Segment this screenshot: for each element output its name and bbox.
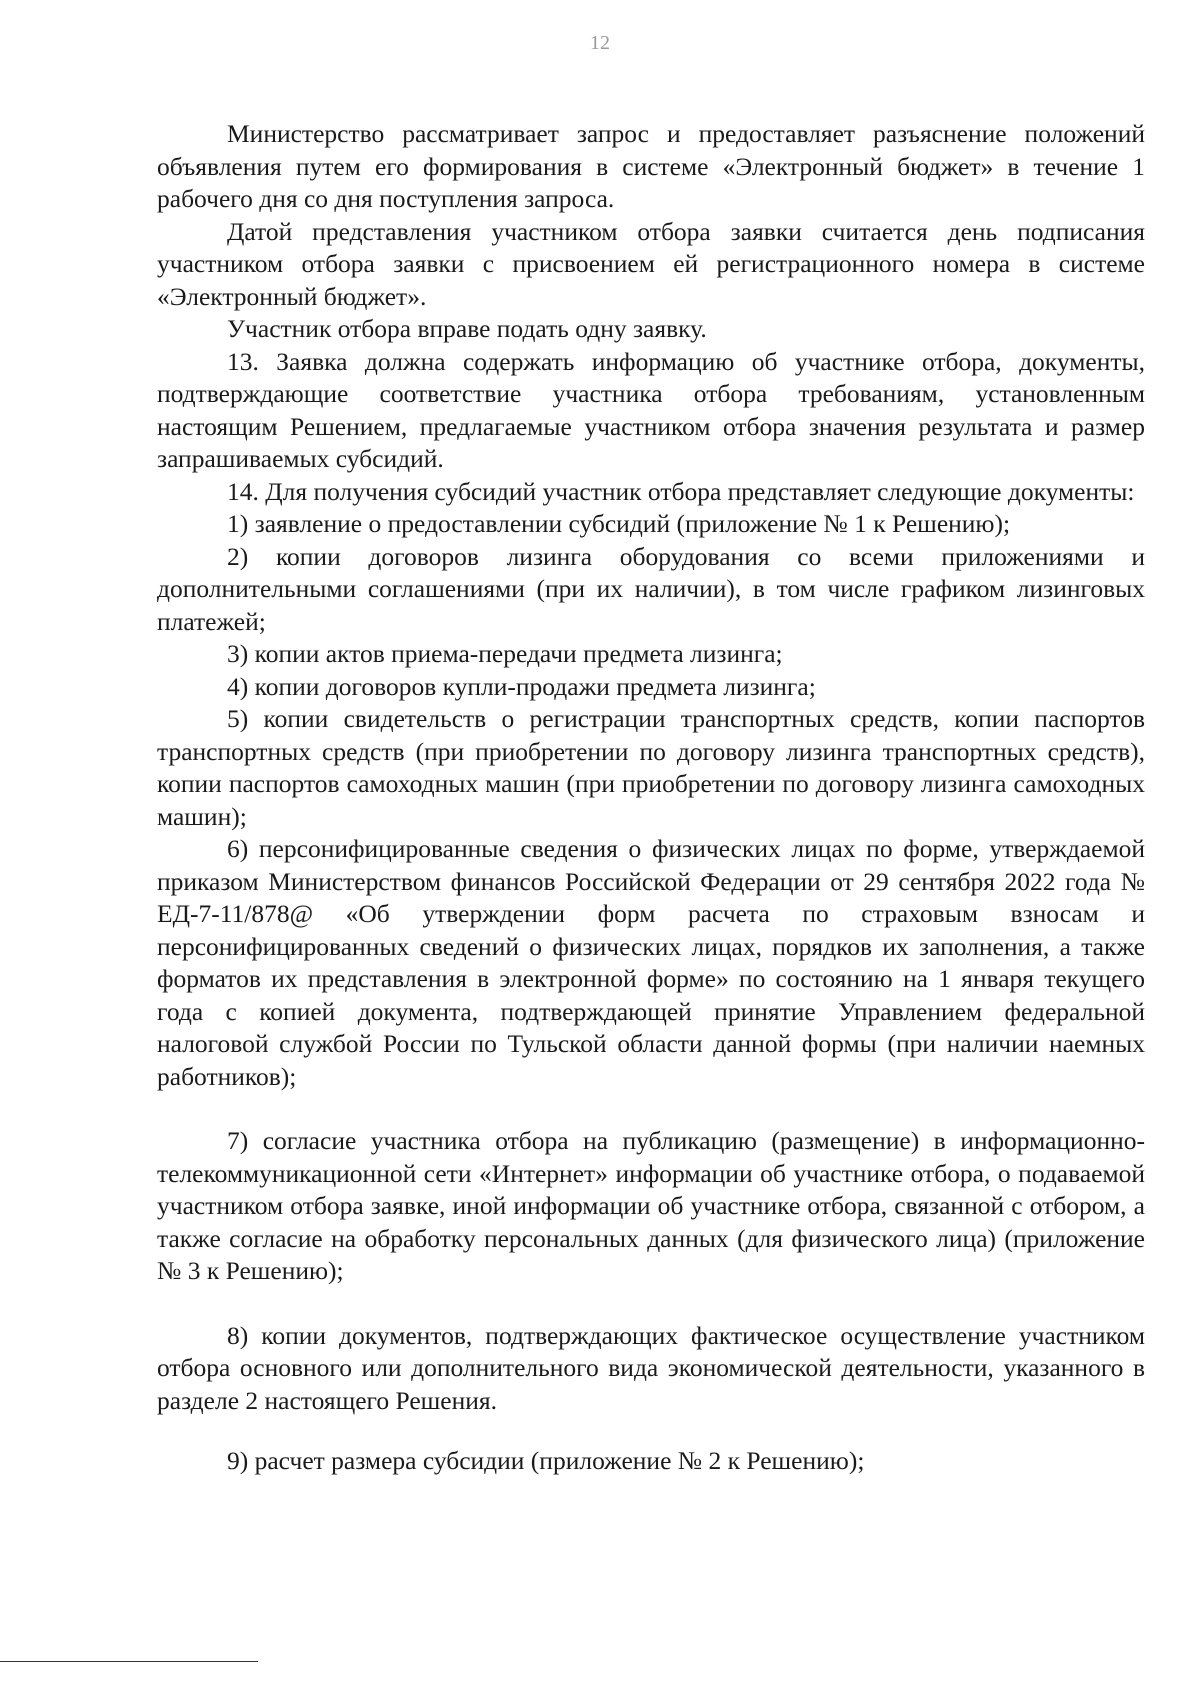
list-item-4: 4) копии договоров купли-продажи предмета лизинга; bbox=[227, 671, 816, 701]
paragraph-submission-date: Датой представления участником отбора заявки считается день подписания участником отбора заявки с присвоением ей регистрационного номера в системе «Электронный бюджет». bbox=[157, 216, 1145, 311]
list-item-2: 2) копии договоров лизинга оборудования со всеми приложениями и дополнительными соглашениями (при их наличии), в том числе графиком лизинговых платежей; bbox=[157, 541, 1145, 636]
list-item-8: 8) копии документов, подтверждающих фактическое осуществление участником отбора основного или дополнительного вида экономической деятельности, указанного в разделе 2 настоящего Решения. bbox=[157, 1320, 1145, 1415]
paragraph-item-14: 14. Для получения субсидий участник отбора представляет следующие документы: bbox=[227, 476, 1135, 506]
list-item-5: 5) копии свидетельств о регистрации транспортных средств, копии паспортов транспортных средств (при приобретении по договору лизинга транспортных средств), копии паспортов самоходных машин (при приобретении по договору лизинга самоходных машин); bbox=[157, 704, 1145, 831]
list-item-9: 9) расчет размера субсидии (приложение № 2 к Решению); bbox=[227, 1446, 865, 1475]
list-item-3: 3) копии актов приема-передачи предмета лизинга; bbox=[227, 639, 783, 668]
list-item-6: 6) персонифицированные сведения о физических лицах по форме, утверждаемой приказом Министерством финансов Российской Федерации от 29 сентября 2022 года № ЕД-7-11/878@ «Об утверждении форм расчета по страховым взносам и персонифицированных сведений о физических лицах, порядков их заполнения, а также форматов их представления в электронной форме» по состоянию на 1 января текущего года с копией документа, подтверждающей принятие Управлением федеральной налоговой службой России по Тульской области данной формы (при наличии наемных работников); bbox=[157, 834, 1145, 1091]
page-number: 12 bbox=[590, 32, 610, 54]
list-item-1: 1) заявление о предоставлении субсидий (приложение № 1 к Решению); bbox=[227, 509, 1011, 538]
footer-rule bbox=[0, 1661, 258, 1662]
list-item-7: 7) согласие участника отбора на публикацию (размещение) в информационно-телекоммуникационной сети «Интернет» информации об участнике отбора, о подаваемой участником отбора заявке, иной информации об участнике отбора, связанной с отбором, а также согласие на обработку персональных данных (для физического лица) (приложение № 3 к Решению); bbox=[157, 1126, 1145, 1285]
document-body bbox=[157, 118, 1145, 1478]
paragraph-one-application: Участник отбора вправе подать одну заявку. bbox=[227, 314, 707, 343]
paragraph-ministry-review: Министерство рассматривает запрос и предоставляет разъяснение положений объявления путем его формирования в системе «Электронный бюджет» в течение 1 рабочего дня со дня поступления запроса. bbox=[157, 119, 1145, 213]
paragraph-item-13: 13. Заявка должна содержать информацию об участнике отбора, документы, подтверждающие соответствие участника отбора требованиям, установленным настоящим Решением, предлагаемые участником отбора значения результата и размер запрашиваемых субсидий. bbox=[157, 346, 1145, 473]
